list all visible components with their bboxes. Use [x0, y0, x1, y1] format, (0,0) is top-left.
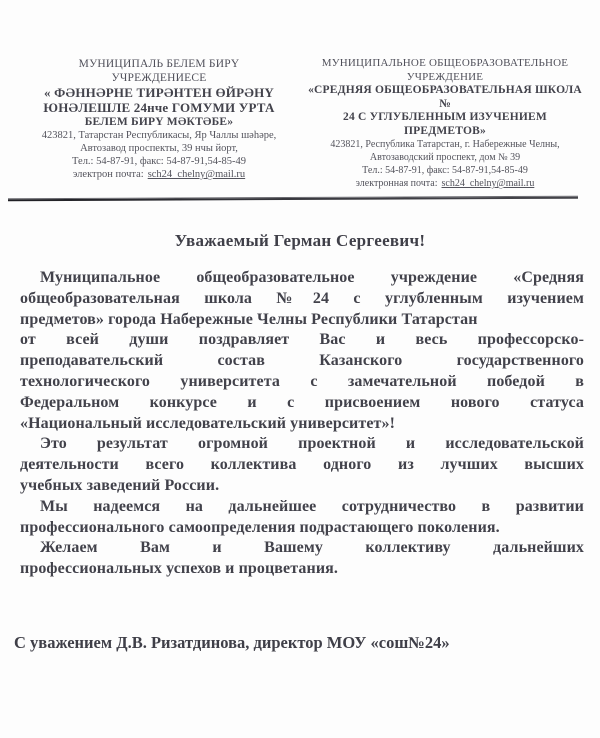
body-line: профессионального самоопределения подрастающего поколения.: [20, 518, 500, 536]
school-name-line: БЕЛЕМ БИРҮ МӘКТӘБЕ»: [84, 116, 234, 128]
email-link[interactable]: sch24_chelny@mail.ru: [441, 178, 535, 189]
address-line: 423821, Республика Татарстан, г. Набережные Челны,: [330, 139, 560, 150]
signature-line: С уважением Д.В. Ризатдинова, директор МОУ «сош№24»: [14, 632, 450, 652]
body-line: Мы надеемся на дальнейшее сотрудничество в развитии: [40, 497, 584, 515]
school-name-line: 24 С УГЛУБЛЕННЫМ ИЗУЧЕНИЕМ ПРЕДМЕТОВ»: [343, 111, 547, 137]
address-line: 423821, Татарстан Республикасы, Яр Чаллы шәһәре,: [41, 130, 277, 141]
body-line: Муниципальное общеобразовательное учреждение «Средняя: [40, 269, 584, 286]
phone-line: Тел.: 54-87-91, факс: 54-87-91,54-85-49: [72, 156, 246, 167]
org-line: УЧРЕЖДЕНИЕСЕ: [111, 72, 207, 84]
email-label: электронная почта:: [355, 178, 438, 189]
body-line: Это результат огромной проектной и исследовательской: [40, 435, 584, 453]
letterhead-left-tatar: [24, 57, 294, 190]
body-line: Желаем Вам и Вашему коллективу дальнейших: [40, 539, 584, 557]
email-link[interactable]: sch24_chelny@mail.ru: [147, 169, 246, 180]
school-name-line: «СРЕДНЯЯ ОБЩЕОБРАЗОВАТЕЛЬНАЯ ШКОЛА №: [308, 84, 582, 110]
body-line: деятельности всего коллектива одного из лучших высших: [20, 456, 584, 474]
body-line: учебных заведений России.: [20, 476, 220, 494]
phone-line: Тел.: 54-87-91, факс: 54-87-91,54-85-49: [362, 165, 528, 176]
body-line: профессиональных успехов и процветания.: [20, 560, 339, 578]
body-line: преподавательский состав Казанского государственного: [20, 352, 584, 370]
address-line: Автозавод проспекты, 39 нчы йорт,: [80, 143, 238, 154]
body-line: предметов» города Набережные Челны Республики Татарстан: [20, 310, 478, 328]
school-name-line: « ФӘННӘРНЕ ТИРӘНТЕН ӨЙРӘНҮ: [44, 85, 274, 100]
org-line: МУНИЦИПАЛЬ БЕЛЕМ БИРҮ: [78, 58, 240, 70]
header-divider-line: [8, 196, 578, 201]
salutation: Уважаемый Герман Сергеевич!: [174, 231, 426, 250]
address-line: Автозаводский проспект, дом № 39: [369, 152, 521, 163]
school-name-line: ЮНӘЛЕШЛЕ 24нче ГОМУМИ УРТА: [43, 100, 275, 115]
body-line: технологического университета с замечательной победой в: [20, 372, 584, 390]
email-line: [302, 177, 588, 190]
org-line: УЧРЕЖДЕНИЕ: [406, 70, 484, 83]
body-line: Федеральном конкурсе и с присвоением нового статуса: [20, 393, 584, 411]
body-line: от всей души поздравляет Вас и весь профессорско-: [20, 331, 584, 349]
email-line: [24, 168, 294, 181]
letterhead-right-russian: [302, 57, 588, 190]
body-line: общеобразовательная школа №24 с углубленным изучением: [20, 289, 584, 307]
body-line: «Национальный исследовательский университет»!: [20, 414, 396, 432]
org-line: МУНИЦИПАЛЬНОЕ ОБЩЕОБРАЗОВАТЕЛЬНОЕ: [321, 57, 569, 69]
email-label: электрон почта:: [72, 169, 144, 180]
letter-body: [0, 268, 600, 580]
letterhead: [0, 0, 600, 190]
